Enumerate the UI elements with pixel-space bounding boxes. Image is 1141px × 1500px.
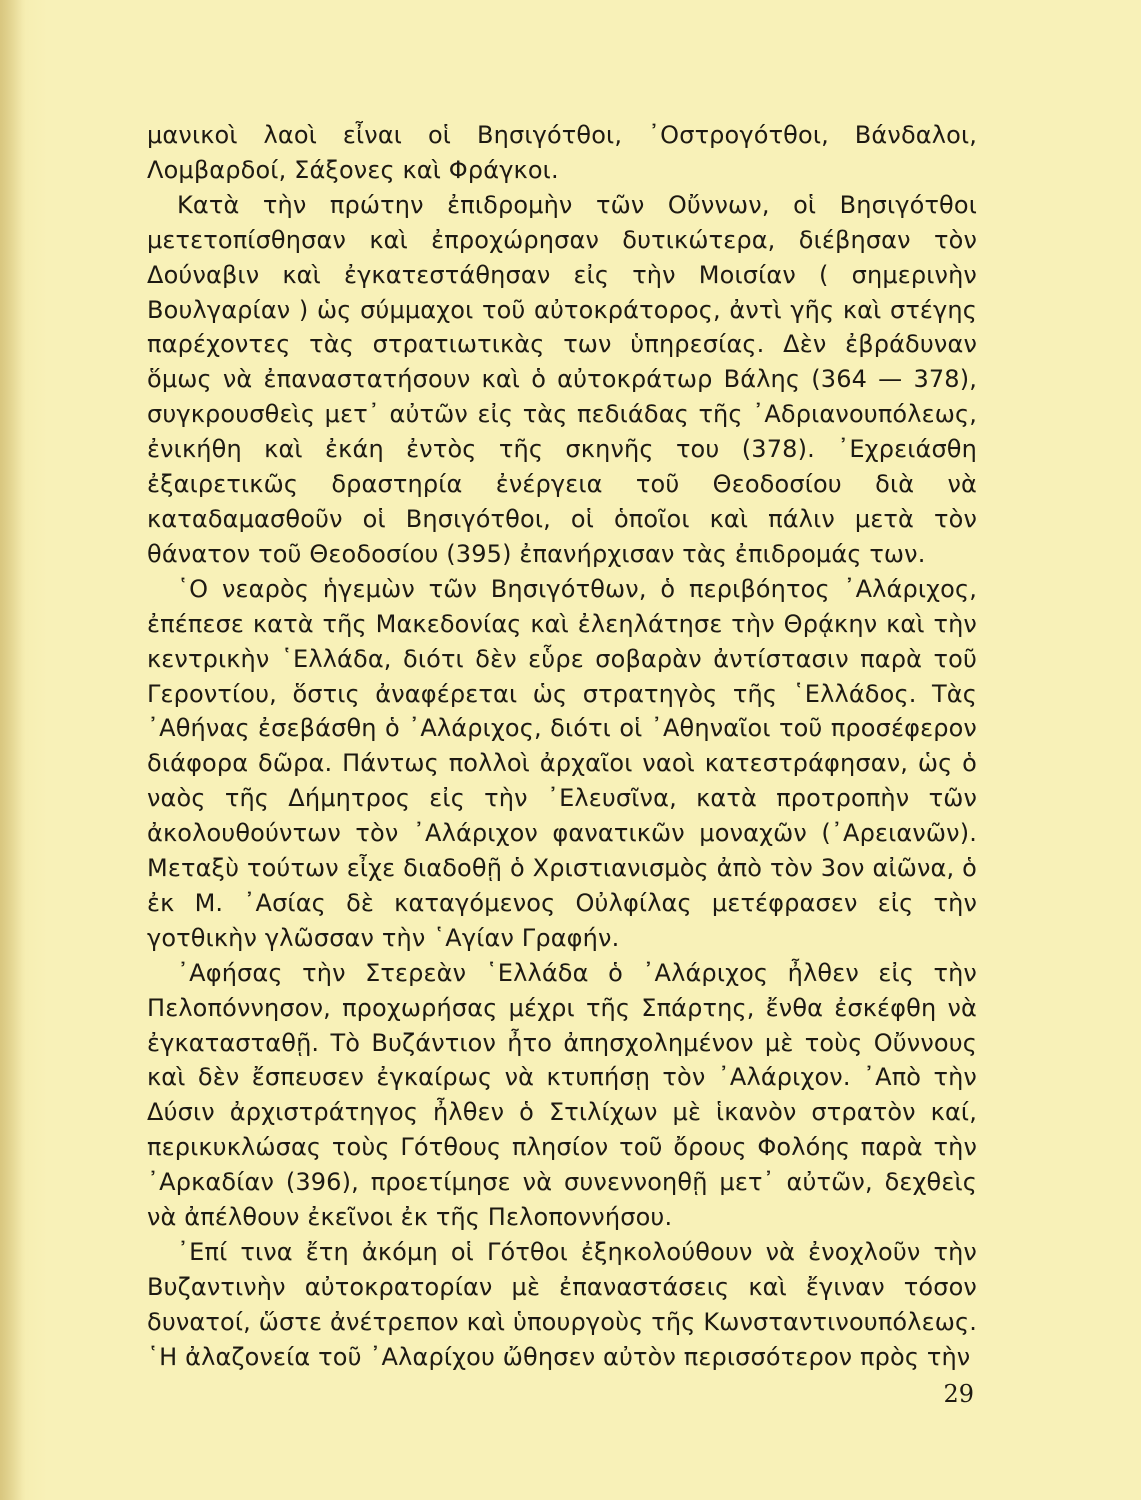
paragraph-continuation: μανικοὶ λαοὶ εἶναι οἱ Βησιγότθοι, ᾿Οστρογότθοι, Βάνδαλοι, Λομβαρδοί, Σάξονες καὶ Φράγκοι. — [147, 121, 977, 184]
paragraph: ῾Ο νεαρὸς ἡγεμὼν τῶν Βησιγότθων, ὁ περιβόητος ᾿Αλάριχος, ἐπέπεσε κατὰ τῆς Μακεδονίας καὶ ἐλεηλάτησε τὴν Θρᾴκην καὶ τὴν κεντρικὴν ῾Ελλάδα, διότι δὲν εὗρε σοβαρὰν ἀντίστασιν παρὰ τοῦ Γεροντίου, ὅστις ἀναφέρεται ὡς στρατηγὸς τῆς ῾Ελλάδος. Τὰς ᾿Αθήνας ἐσεβάσθη ὁ ᾿Αλάριχος, διότι οἱ ᾿Αθηναῖοι τοῦ προσέφερον διάφορα δῶρα. Πάντως πολλοὶ ἀρχαῖοι ναοὶ κατεστράφησαν, ὡς ὁ ναὸς τῆς Δήμητρος εἰς τὴν ᾿Ελευσῖνα, κατὰ προτροπὴν τῶν ἀκολουθούντων τὸν ᾿Αλάριχον φανατικῶν μοναχῶν (᾿Αρειανῶν). Μεταξὺ τούτων εἶχε διαδοθῇ ὁ Χριστιανισμὸς ἀπὸ τὸν 3ον αἰῶνα, ὁ ἐκ Μ. ᾿Ασίας δὲ καταγόμενος Οὐλφίλας μετέφρασεν εἰς τὴν γοτθικὴν γλῶσσαν τὴν ῾Αγίαν Γραφήν. — [147, 574, 977, 952]
paragraph: ᾿Επί τινα ἔτη ἀκόμη οἱ Γότθοι ἐξηκολούθουν νὰ ἐνοχλοῦν τὴν Βυζαντινὴν αὐτοκρατορίαν μὲ ἐπαναστάσεις καὶ ἔγιναν τόσον δυνατοί, ὥστε ἀνέτρεπον καὶ ὑπουργοὺς τῆς Κωνσταντινουπόλεως. ῾Η ἀλαζονεία τοῦ ᾿Αλαρίχου ὤθησεν αὐτὸν περισσότερον πρὸς τὴν — [147, 1238, 977, 1371]
page-gutter-shadow — [0, 0, 26, 1500]
body-text — [147, 118, 977, 1375]
page-number: 29 — [943, 1380, 974, 1408]
paragraph: Κατὰ τὴν πρώτην ἐπιδρομὴν τῶν Οὔννων, οἱ Βησιγότθοι μετετοπίσθησαν καὶ ἐπροχώρησαν δυτικώτερα, διέβησαν τὸν Δούναβιν καὶ ἐγκατεστάθησαν εἰς τὴν Μοισίαν ( σημερινὴν Βουλγαρίαν ) ὡς σύμμαχοι τοῦ αὐτοκράτορος, ἀντὶ γῆς καὶ στέγης παρέχοντες τὰς στρατιωτικὰς των ὑπηρεσίας. Δὲν ἐβράδυναν ὅμως νὰ ἐπαναστατήσουν καὶ ὁ αὐτοκράτωρ Βάλης (364 — 378), συγκρουσθεὶς μετ᾿ αὐτῶν εἰς τὰς πεδιάδας τῆς ᾿Αδριανουπόλεως, ἐνικήθη καὶ ἐκάη ἐντὸς τῆς σκηνῆς του (378). ᾿Εχρειάσθη ἐξαιρετικῶς δραστηρία ἐνέργεια τοῦ Θεοδοσίου διὰ νὰ καταδαμασθοῦν οἱ Βησιγότθοι, οἱ ὁποῖοι καὶ πάλιν μετὰ τὸν θάνατον τοῦ Θεοδοσίου (395) ἐπανήρχισαν τὰς ἐπιδρομάς των. — [147, 190, 977, 568]
paragraph: ᾿Αφήσας τὴν Στερεὰν ῾Ελλάδα ὁ ᾿Αλάριχος ἦλθεν εἰς τὴν Πελοπόννησον, προχωρήσας μέχρι τῆς Σπάρτης, ἔνθα ἐσκέφθη νὰ ἐγκατασταθῇ. Τὸ Βυζάντιον ἦτο ἀπησχολημένον μὲ τοὺς Οὔννους καὶ δὲν ἔσπευσεν ἐγκαίρως νὰ κτυπήσῃ τὸν ᾿Αλάριχον. ᾿Απὸ τὴν Δύσιν ἀρχιστράτηγος ἦλθεν ὁ Στιλίχων μὲ ἱκανὸν στρατὸν καί, περικυκλώσας τοὺς Γότθους πλησίον τοῦ ὄρους Φολόης παρὰ τὴν ᾿Αρκαδίαν (396), προετίμησε νὰ συνεννοηθῇ μετ᾿ αὐτῶν, δεχθεὶς νὰ ἀπέλθουν ἐκεῖνοι ἐκ τῆς Πελοποννήσου. — [147, 958, 977, 1232]
